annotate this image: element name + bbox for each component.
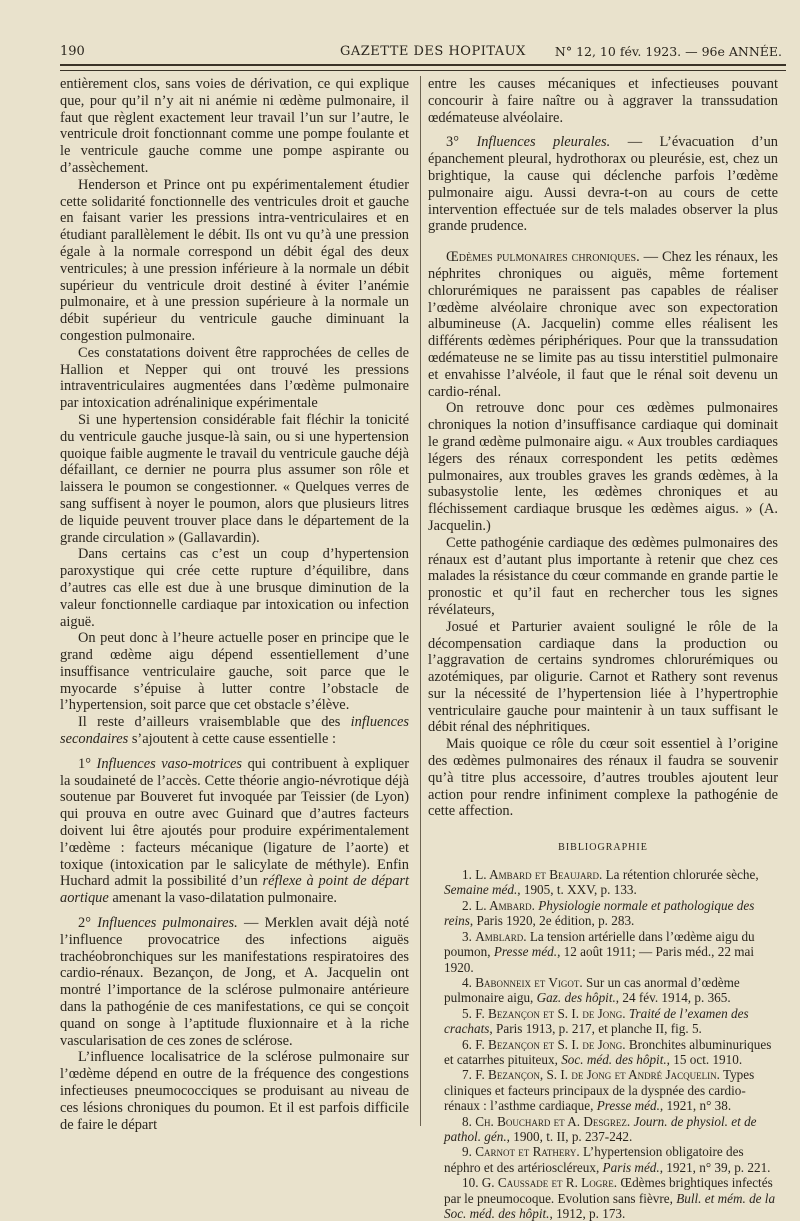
bibliography-title: BIBLIOGRAPHIE bbox=[558, 842, 648, 854]
journal-title: GAZETTE DES HOPITAUX bbox=[340, 44, 526, 59]
text-run: — Merklen avait déjà noté l’influence provocatrice des infections aiguës trachéobronchiques sur les manifestations respiratoires des cardio-rénaux. Bezançon, de Jong, et A. Jacquelin ont montré l’importance de la sclérose pulmonaire antérieure dans la pathogénie de ces manifestations, ce qui se conçoit quand on songe à l’aptitude fluxionnaire et à la riche vascularisation de ces zones de sclérose. bbox=[60, 915, 409, 1049]
text-run: — L’évacuation d’un épanchement pleural, hydrothorax ou pleurésie, est, chez un brightique, la cause qui déclenche parfois l’œdème pulmonaire aigu. Aussi devra-t-on au cours de cette intervention effectuée sur de tels malades observer la plus grande prudence. bbox=[428, 134, 779, 235]
paragraph: Mais quoique ce rôle du cœur soit essentiel à l’origine des œdèmes pulmonaires des rénaux il faudra se souvenir qu’à titre plus accessoire, d’autres troubles ajoutent leur action pour rendre infiniment complexe la pathogénie de cette affection. bbox=[428, 736, 778, 820]
entry-source: Journ. de physiol. et de pathol. gén. bbox=[444, 1113, 757, 1144]
header-rule-thick bbox=[60, 64, 786, 66]
bibliography-list bbox=[428, 867, 778, 1221]
item-number: 2° bbox=[78, 915, 98, 932]
entry-details: , 1900, t. II, p. 237-242. bbox=[506, 1128, 633, 1144]
paragraph: On retrouve donc pour ces œdèmes pulmonaires chroniques la notion d’insuffisance cardiaque qui dominait le grand œdème pulmonaire aigu. « Aux troubles cardiaques légers des rénaux correspondent les petits œdèmes pulmonaires, aux troubles graves les grands œdèmes, à la subasystolie lente, les œdèmes chroniques et au fléchissement cardiaque brusque les œdèmes aigus. » (A. Jacquelin.) bbox=[428, 400, 778, 534]
column-divider bbox=[420, 76, 421, 1126]
bibliography-entry bbox=[428, 1144, 778, 1175]
bibliography-entry bbox=[428, 929, 778, 975]
entry-source: Traité de l’examen des crachats bbox=[444, 1005, 749, 1037]
text-run: amenant la vaso-dilatation pulmonaire. bbox=[108, 890, 337, 907]
entry-source: Soc. méd. des hôpit. bbox=[561, 1051, 667, 1067]
entry-details: , 24 fév. 1914, p. 365. bbox=[615, 990, 731, 1006]
entry-number: 1. bbox=[462, 867, 476, 883]
entry-details: , 1921, n° 39, p. 221. bbox=[659, 1159, 771, 1175]
entry-source: Presse méd. bbox=[596, 1098, 660, 1114]
paragraph bbox=[428, 249, 778, 400]
paragraph: Si une hypertension considérable fait fléchir la tonicité du ventricule gauche jusque-là sain, ou si une hypertension quoique faible augmente le travail du ventricule gauche déjà défaillant, ce dernier ne pourra plus assumer son rôle et laissera le poumon se congestionner. « Quelques verres de sang suffisent à noyer le poumon, alors que plusieurs litres de liquide peuvent trouver place dans le département de la grande circulation » (Gallavardin). bbox=[60, 411, 409, 546]
entry-details: , 12 août 1911; — Paris méd., 22 mai 1920. bbox=[444, 944, 754, 975]
entry-authors: G. Caussade et R. Logre. bbox=[481, 1175, 618, 1191]
entry-title: Œdèmes brightiques infectés par le pneumocoque. Evolution sans fièvre, bbox=[444, 1175, 773, 1206]
entry-source: Physiologie normale et pathologique des reins bbox=[444, 897, 755, 929]
emphasis: réflexe à point de départ aortique bbox=[60, 873, 410, 907]
paragraph: Cette pathogénie cardiaque des œdèmes pulmonaires des rénaux est d’autant plus importante à retenir que chez ces malades la résistance du cœur commande en grande partie le pronostic et qu’il faut en rechercher tous les signes révélateurs, bbox=[428, 534, 778, 618]
text-run: Il reste d’ailleurs vraisemblable que des bbox=[78, 714, 351, 731]
paragraph: Dans certains cas c’est un coup d’hypertension paroxystique qui crée cette rupture d’équilibre, dans d’autres cas elle est due à une brusque diminution de la valeur fonctionnelle cardiaque par intoxication ou infection aiguë. bbox=[60, 546, 409, 630]
bibliography-entry bbox=[428, 898, 778, 929]
paragraph: On peut donc à l’heure actuelle poser en principe que le grand œdème aigu dépend essentiellement d’une insuffisance ventriculaire gauche, soit parce que le myocarde s’épuise à lutter contre l’obstacle de l’hypertension, soit parce que cet obstacle s’élève. bbox=[60, 630, 409, 714]
bibliography-entry bbox=[428, 975, 778, 1006]
entry-authors: F. Bezançon, S. I. de Jong et André Jacquelin. bbox=[475, 1067, 720, 1083]
entry-number: 8. bbox=[462, 1113, 476, 1129]
paragraph: L’influence localisatrice de la sclérose pulmonaire sur l’œdème dépend en outre de la fréquence des congestions infectieuses pneumococciques se produisant au niveau de ces lésions chroniques du poumon. Et il est parfois difficile de faire le départ bbox=[60, 1049, 409, 1133]
entry-authors: Carnot et Rathery. bbox=[475, 1144, 580, 1160]
bibliography-entry bbox=[428, 1114, 778, 1145]
section-heading: Influences pleurales. bbox=[476, 134, 611, 151]
paragraph: entièrement clos, sans voies de dérivation, ce qui explique que, pour qu’il n’y ait ni anémie ni œdème pulmonaire, il faut que règlent exactement leur travail l’un sur l’autre, le ventricule droit fonctionnant comme une pompe foulante et le ventricule gauche comme une pompe aspirante ou d’assèchement. bbox=[60, 76, 409, 176]
entry-number: 10. bbox=[462, 1175, 482, 1191]
text-run: qui contribuent à expliquer la soudaineté de l’accès. Cette théorie angio-névrotique déjà soutenue par Bouveret fut invoquée par Teissier (de Lyon) qui prouva en outre avec Guinard que d’autres facteurs doivent lui être ajoutés pour produire expérimentalement l’œdème : facteurs mécanique (ligature de l’aorte) et toxique (intoxication par le salicylate de méthyle). Enfin Huchard admit la possibilité d’un bbox=[60, 755, 409, 890]
paragraph: Josué et Parturier avaient souligné le rôle de la décompensation cardiaque dans la production ou l’aggravation de certains syndromes chlorurémiques ou azotémiques, par oligurie. Carnot et Rathery sont revenus sur la nécessité de l’hypertension liée à l’hypertrophie ventriculaire gauche pour maintenir à un taux suffisant le débit rénal des néphritiques. bbox=[428, 618, 778, 736]
running-header bbox=[60, 44, 790, 64]
emphasis: influences secondaires bbox=[60, 714, 409, 748]
entry-details: , 15 oct. 1910. bbox=[666, 1051, 743, 1067]
header-rule-thin bbox=[60, 70, 786, 71]
entry-details: , 1912, p. 173. bbox=[549, 1206, 626, 1221]
entry-authors: Babonneix et Vigot. bbox=[475, 974, 583, 990]
entry-details: , 1905, t. XXV, p. 133. bbox=[517, 882, 637, 898]
paragraph bbox=[428, 134, 778, 235]
bibliography-entry bbox=[428, 867, 778, 898]
section-heading: Œdèmes pulmonaires chroniques. bbox=[446, 249, 640, 266]
paragraph: Henderson et Prince ont pu expérimentalement étudier cette solidarité fonctionnelle des ventricules droit et gauche en faisant varier les pressions intra-ventriculaires et en étudiant parallèlement le débit. Ils ont vu qu’à une pression égale à la normale correspond un débit égal des deux ventricules; à une pression inférieure à la normale un débit supérieur du ventricule droit destiné à éviter l’anémie pulmonaire, et à une pression supérieure à la normale un débit supérieur du ventricule gauche diminuant la congestion pulmonaire. bbox=[60, 176, 409, 344]
paragraph bbox=[60, 714, 409, 748]
entry-number: 7. bbox=[462, 1067, 476, 1083]
entry-title: L’hypertension obligatoire des néphro et des artérioscléreux, bbox=[444, 1144, 744, 1175]
left-column bbox=[60, 76, 409, 1133]
bibliography-entry bbox=[428, 1037, 778, 1068]
entry-authors: L. Ambard. bbox=[475, 897, 535, 913]
entry-number: 5. bbox=[462, 1005, 476, 1021]
section-heading: Influences pulmonaires. bbox=[97, 915, 238, 932]
right-column bbox=[428, 76, 778, 1221]
entry-number: 2. bbox=[462, 897, 476, 913]
section-heading: Influences vaso-motrices bbox=[96, 755, 242, 772]
entry-title: Sur un cas anormal d’œdème pulmonaire aigu, bbox=[444, 974, 740, 1006]
entry-title: La tension artérielle dans l’œdème aigu du poumon, bbox=[444, 928, 755, 960]
entry-title: Types cliniques et facteurs principaux de la dyspnée des cardio-rénaux : l’asthme cardiaque, bbox=[444, 1067, 755, 1114]
entry-source: Paris méd. bbox=[602, 1159, 660, 1175]
entry-authors: L. Ambard et Beaujard. bbox=[475, 867, 603, 883]
entry-title: La rétention chlorurée sèche, bbox=[602, 867, 759, 883]
paragraph: entre les causes mécaniques et infectieuses pouvant concourir à faire naître ou à aggraver la transsudation œdémateuse alvéolaire. bbox=[428, 76, 778, 126]
entry-number: 4. bbox=[462, 974, 476, 990]
entry-title: Bronchites albuminuriques et catarrhes pituiteux, bbox=[444, 1036, 772, 1067]
item-number: 1° bbox=[78, 755, 97, 772]
text-run: — Chez les rénaux, les néphrites chroniques ou aiguës, même fortement chlorurémiques ne paraissent pas capables de réaliser l’œdème alvéolaire chronique avec son expectoration albumineuse (A. Jacquelin) comme elles réalisent les différents œdèmes périphériques. Pour que la transsudation œdémateuse ne se limite pas au tissu interstitiel pulmonaire et envahisse l’alvéole, il faut que le rénal soit devenu un cardio-rénal. bbox=[428, 249, 779, 400]
page-number: 190 bbox=[60, 44, 85, 59]
paragraph bbox=[60, 756, 409, 907]
entry-details: , Paris 1920, 2e édition, p. 283. bbox=[469, 913, 635, 929]
entry-number: 9. bbox=[462, 1144, 476, 1160]
bibliography-entry bbox=[428, 1067, 778, 1113]
entry-source: Semaine méd. bbox=[444, 882, 518, 898]
entry-authors: Ch. Bouchard et A. Desgrez. bbox=[475, 1113, 631, 1129]
item-number: 3° bbox=[446, 134, 477, 151]
paragraph: Ces constatations doivent être rapprochées de celles de Hallion et Nepper qui ont trouvé les pressions intraventriculaires augmentées dans l’œdème pulmonaire par intoxication adrénalinique expérimentale bbox=[60, 344, 409, 412]
entry-authors: F. Bezançon et S. I. de Jong. bbox=[475, 1036, 626, 1052]
entry-details: , Paris 1913, p. 217, et planche II, fig. 5. bbox=[489, 1021, 702, 1037]
bibliography-entry bbox=[428, 1175, 778, 1221]
entry-number: 3. bbox=[462, 928, 476, 944]
entry-details: , 1921, n° 38. bbox=[659, 1098, 732, 1114]
paragraph bbox=[60, 915, 409, 1049]
entry-source: Gaz. des hôpit. bbox=[536, 990, 616, 1006]
entry-authors: Amblard. bbox=[475, 928, 527, 944]
entry-source: Bull. et mém. de la Soc. méd. des hôpit. bbox=[444, 1190, 776, 1221]
bibliography-entry bbox=[428, 1006, 778, 1037]
entry-source: Presse méd. bbox=[493, 944, 558, 960]
entry-authors: F. Bezançon et S. I. de Jong. bbox=[475, 1005, 626, 1021]
issue-info: N° 12, 10 fév. 1923. — 96e ANNÉE. bbox=[554, 44, 782, 59]
entry-number: 6. bbox=[462, 1036, 476, 1052]
text-run: s’ajoutent à cette cause essentielle : bbox=[128, 731, 336, 748]
